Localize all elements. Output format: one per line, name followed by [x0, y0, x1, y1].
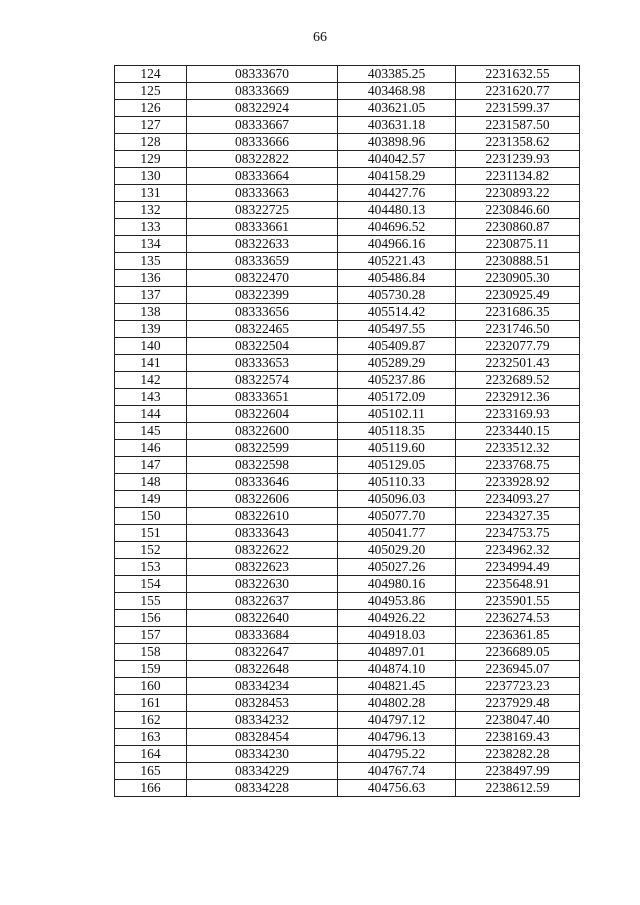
x-coordinate-cell: 404918.03 — [338, 627, 456, 644]
x-coordinate-cell: 404821.45 — [338, 678, 456, 695]
y-coordinate-cell: 2238282.28 — [456, 746, 580, 763]
row-number-cell: 159 — [115, 661, 187, 678]
row-number-cell: 145 — [115, 423, 187, 440]
table-row — [115, 338, 580, 355]
y-coordinate-cell: 2231358.62 — [456, 134, 580, 151]
row-number-cell: 156 — [115, 610, 187, 627]
table-row — [115, 457, 580, 474]
x-coordinate-cell: 405119.60 — [338, 440, 456, 457]
table-row — [115, 185, 580, 202]
table-row — [115, 695, 580, 712]
row-number-cell: 151 — [115, 525, 187, 542]
table-row — [115, 304, 580, 321]
point-id-cell: 08322574 — [187, 372, 338, 389]
point-id-cell: 08328454 — [187, 729, 338, 746]
y-coordinate-cell: 2231134.82 — [456, 168, 580, 185]
row-number-cell: 134 — [115, 236, 187, 253]
table-row — [115, 100, 580, 117]
table-row — [115, 729, 580, 746]
table-row — [115, 236, 580, 253]
x-coordinate-cell: 403631.18 — [338, 117, 456, 134]
point-id-cell: 08328453 — [187, 695, 338, 712]
table-row — [115, 134, 580, 151]
point-id-cell: 08322604 — [187, 406, 338, 423]
y-coordinate-cell: 2234994.49 — [456, 559, 580, 576]
row-number-cell: 138 — [115, 304, 187, 321]
row-number-cell: 135 — [115, 253, 187, 270]
table-row — [115, 627, 580, 644]
table-row — [115, 355, 580, 372]
x-coordinate-cell: 404897.01 — [338, 644, 456, 661]
row-number-cell: 133 — [115, 219, 187, 236]
row-number-cell: 164 — [115, 746, 187, 763]
row-number-cell: 157 — [115, 627, 187, 644]
x-coordinate-cell: 404802.28 — [338, 695, 456, 712]
row-number-cell: 142 — [115, 372, 187, 389]
table-row — [115, 151, 580, 168]
x-coordinate-cell: 405029.20 — [338, 542, 456, 559]
row-number-cell: 130 — [115, 168, 187, 185]
x-coordinate-cell: 405118.35 — [338, 423, 456, 440]
table-row — [115, 423, 580, 440]
x-coordinate-cell: 404797.12 — [338, 712, 456, 729]
table-row — [115, 372, 580, 389]
row-number-cell: 136 — [115, 270, 187, 287]
x-coordinate-cell: 403385.25 — [338, 66, 456, 83]
table-row — [115, 406, 580, 423]
row-number-cell: 154 — [115, 576, 187, 593]
x-coordinate-cell: 405514.42 — [338, 304, 456, 321]
x-coordinate-cell: 405129.05 — [338, 457, 456, 474]
row-number-cell: 129 — [115, 151, 187, 168]
table-row — [115, 712, 580, 729]
x-coordinate-cell: 404696.52 — [338, 219, 456, 236]
y-coordinate-cell: 2236274.53 — [456, 610, 580, 627]
table-row — [115, 389, 580, 406]
table-row — [115, 763, 580, 780]
row-number-cell: 160 — [115, 678, 187, 695]
row-number-cell: 152 — [115, 542, 187, 559]
point-id-cell: 08322633 — [187, 236, 338, 253]
point-id-cell: 08334229 — [187, 763, 338, 780]
y-coordinate-cell: 2236945.07 — [456, 661, 580, 678]
x-coordinate-cell: 403468.98 — [338, 83, 456, 100]
y-coordinate-cell: 2235648.91 — [456, 576, 580, 593]
x-coordinate-cell: 404874.10 — [338, 661, 456, 678]
table-row — [115, 746, 580, 763]
x-coordinate-cell: 405237.86 — [338, 372, 456, 389]
table-row — [115, 678, 580, 695]
table-row — [115, 593, 580, 610]
row-number-cell: 162 — [115, 712, 187, 729]
y-coordinate-cell: 2232077.79 — [456, 338, 580, 355]
table-row — [115, 253, 580, 270]
row-number-cell: 139 — [115, 321, 187, 338]
y-coordinate-cell: 2231587.50 — [456, 117, 580, 134]
point-id-cell: 08333653 — [187, 355, 338, 372]
row-number-cell: 165 — [115, 763, 187, 780]
row-number-cell: 158 — [115, 644, 187, 661]
x-coordinate-cell: 404966.16 — [338, 236, 456, 253]
x-coordinate-cell: 405730.28 — [338, 287, 456, 304]
x-coordinate-cell: 403898.96 — [338, 134, 456, 151]
row-number-cell: 163 — [115, 729, 187, 746]
y-coordinate-cell: 2235901.55 — [456, 593, 580, 610]
point-id-cell: 08322637 — [187, 593, 338, 610]
table-row — [115, 440, 580, 457]
row-number-cell: 155 — [115, 593, 187, 610]
y-coordinate-cell: 2231686.35 — [456, 304, 580, 321]
table-row — [115, 117, 580, 134]
y-coordinate-cell: 2230905.30 — [456, 270, 580, 287]
point-id-cell: 08333643 — [187, 525, 338, 542]
row-number-cell: 161 — [115, 695, 187, 712]
point-id-cell: 08333661 — [187, 219, 338, 236]
point-id-cell: 08333670 — [187, 66, 338, 83]
row-number-cell: 124 — [115, 66, 187, 83]
table-row — [115, 576, 580, 593]
x-coordinate-cell: 404480.13 — [338, 202, 456, 219]
row-number-cell: 150 — [115, 508, 187, 525]
table-row — [115, 542, 580, 559]
point-id-cell: 08322648 — [187, 661, 338, 678]
point-id-cell: 08334234 — [187, 678, 338, 695]
row-number-cell: 144 — [115, 406, 187, 423]
x-coordinate-cell: 403621.05 — [338, 100, 456, 117]
table-row — [115, 270, 580, 287]
point-id-cell: 08333684 — [187, 627, 338, 644]
y-coordinate-cell: 2230888.51 — [456, 253, 580, 270]
row-number-cell: 149 — [115, 491, 187, 508]
x-coordinate-cell: 405497.55 — [338, 321, 456, 338]
y-coordinate-cell: 2233169.93 — [456, 406, 580, 423]
y-coordinate-cell: 2231620.77 — [456, 83, 580, 100]
point-id-cell: 08333659 — [187, 253, 338, 270]
point-id-cell: 08322610 — [187, 508, 338, 525]
y-coordinate-cell: 2231599.37 — [456, 100, 580, 117]
x-coordinate-cell: 404427.76 — [338, 185, 456, 202]
row-number-cell: 148 — [115, 474, 187, 491]
row-number-cell: 126 — [115, 100, 187, 117]
y-coordinate-cell: 2230893.22 — [456, 185, 580, 202]
table-row — [115, 661, 580, 678]
y-coordinate-cell: 2238612.59 — [456, 780, 580, 797]
row-number-cell: 143 — [115, 389, 187, 406]
row-number-cell: 147 — [115, 457, 187, 474]
x-coordinate-cell: 405289.29 — [338, 355, 456, 372]
row-number-cell: 132 — [115, 202, 187, 219]
table-body — [115, 66, 580, 797]
point-id-cell: 08333669 — [187, 83, 338, 100]
point-id-cell: 08322504 — [187, 338, 338, 355]
point-id-cell: 08322640 — [187, 610, 338, 627]
point-id-cell: 08333666 — [187, 134, 338, 151]
table-row — [115, 559, 580, 576]
row-number-cell: 137 — [115, 287, 187, 304]
y-coordinate-cell: 2234093.27 — [456, 491, 580, 508]
point-id-cell: 08322630 — [187, 576, 338, 593]
point-id-cell: 08334228 — [187, 780, 338, 797]
point-id-cell: 08333664 — [187, 168, 338, 185]
table-row — [115, 66, 580, 83]
point-id-cell: 08322623 — [187, 559, 338, 576]
x-coordinate-cell: 404042.57 — [338, 151, 456, 168]
table-row — [115, 644, 580, 661]
row-number-cell: 146 — [115, 440, 187, 457]
y-coordinate-cell: 2230860.87 — [456, 219, 580, 236]
x-coordinate-cell: 404926.22 — [338, 610, 456, 627]
y-coordinate-cell: 2236361.85 — [456, 627, 580, 644]
row-number-cell: 128 — [115, 134, 187, 151]
x-coordinate-cell: 404756.63 — [338, 780, 456, 797]
x-coordinate-cell: 404980.16 — [338, 576, 456, 593]
y-coordinate-cell: 2231239.93 — [456, 151, 580, 168]
row-number-cell: 141 — [115, 355, 187, 372]
point-id-cell: 08322470 — [187, 270, 338, 287]
point-id-cell: 08322465 — [187, 321, 338, 338]
table-row — [115, 321, 580, 338]
point-id-cell: 08322822 — [187, 151, 338, 168]
y-coordinate-cell: 2237929.48 — [456, 695, 580, 712]
x-coordinate-cell: 404158.29 — [338, 168, 456, 185]
point-id-cell: 08322924 — [187, 100, 338, 117]
y-coordinate-cell: 2233928.92 — [456, 474, 580, 491]
row-number-cell: 131 — [115, 185, 187, 202]
y-coordinate-cell: 2234753.75 — [456, 525, 580, 542]
point-id-cell: 08333663 — [187, 185, 338, 202]
table-row — [115, 780, 580, 797]
point-id-cell: 08322647 — [187, 644, 338, 661]
table-row — [115, 219, 580, 236]
table-row — [115, 508, 580, 525]
point-id-cell: 08333651 — [187, 389, 338, 406]
y-coordinate-cell: 2233440.15 — [456, 423, 580, 440]
point-id-cell: 08322599 — [187, 440, 338, 457]
y-coordinate-cell: 2234327.35 — [456, 508, 580, 525]
y-coordinate-cell: 2232912.36 — [456, 389, 580, 406]
y-coordinate-cell: 2231632.55 — [456, 66, 580, 83]
x-coordinate-cell: 405409.87 — [338, 338, 456, 355]
y-coordinate-cell: 2232501.43 — [456, 355, 580, 372]
page-number: 66 — [313, 30, 327, 45]
y-coordinate-cell: 2230846.60 — [456, 202, 580, 219]
y-coordinate-cell: 2230925.49 — [456, 287, 580, 304]
y-coordinate-cell: 2238169.43 — [456, 729, 580, 746]
y-coordinate-cell: 2232689.52 — [456, 372, 580, 389]
row-number-cell: 127 — [115, 117, 187, 134]
point-id-cell: 08322725 — [187, 202, 338, 219]
y-coordinate-cell: 2237723.23 — [456, 678, 580, 695]
y-coordinate-cell: 2233768.75 — [456, 457, 580, 474]
point-id-cell: 08333667 — [187, 117, 338, 134]
table-row — [115, 168, 580, 185]
table-row — [115, 474, 580, 491]
x-coordinate-cell: 404767.74 — [338, 763, 456, 780]
row-number-cell: 166 — [115, 780, 187, 797]
y-coordinate-cell: 2230875.11 — [456, 236, 580, 253]
point-id-cell: 08322600 — [187, 423, 338, 440]
point-id-cell: 08334230 — [187, 746, 338, 763]
table-row — [115, 202, 580, 219]
x-coordinate-cell: 405096.03 — [338, 491, 456, 508]
table-row — [115, 287, 580, 304]
point-id-cell: 08322598 — [187, 457, 338, 474]
point-id-cell: 08322622 — [187, 542, 338, 559]
coordinates-table — [114, 65, 580, 797]
x-coordinate-cell: 404796.13 — [338, 729, 456, 746]
x-coordinate-cell: 404953.86 — [338, 593, 456, 610]
point-id-cell: 08333646 — [187, 474, 338, 491]
point-id-cell: 08334232 — [187, 712, 338, 729]
x-coordinate-cell: 405102.11 — [338, 406, 456, 423]
table-row — [115, 525, 580, 542]
x-coordinate-cell: 405221.43 — [338, 253, 456, 270]
row-number-cell: 125 — [115, 83, 187, 100]
point-id-cell: 08333656 — [187, 304, 338, 321]
x-coordinate-cell: 404795.22 — [338, 746, 456, 763]
y-coordinate-cell: 2238047.40 — [456, 712, 580, 729]
y-coordinate-cell: 2231746.50 — [456, 321, 580, 338]
x-coordinate-cell: 405486.84 — [338, 270, 456, 287]
x-coordinate-cell: 405172.09 — [338, 389, 456, 406]
x-coordinate-cell: 405110.33 — [338, 474, 456, 491]
row-number-cell: 140 — [115, 338, 187, 355]
x-coordinate-cell: 405041.77 — [338, 525, 456, 542]
table-row — [115, 610, 580, 627]
y-coordinate-cell: 2236689.05 — [456, 644, 580, 661]
point-id-cell: 08322606 — [187, 491, 338, 508]
x-coordinate-cell: 405027.26 — [338, 559, 456, 576]
y-coordinate-cell: 2233512.32 — [456, 440, 580, 457]
row-number-cell: 153 — [115, 559, 187, 576]
y-coordinate-cell: 2238497.99 — [456, 763, 580, 780]
table-row — [115, 83, 580, 100]
point-id-cell: 08322399 — [187, 287, 338, 304]
y-coordinate-cell: 2234962.32 — [456, 542, 580, 559]
x-coordinate-cell: 405077.70 — [338, 508, 456, 525]
table-row — [115, 491, 580, 508]
